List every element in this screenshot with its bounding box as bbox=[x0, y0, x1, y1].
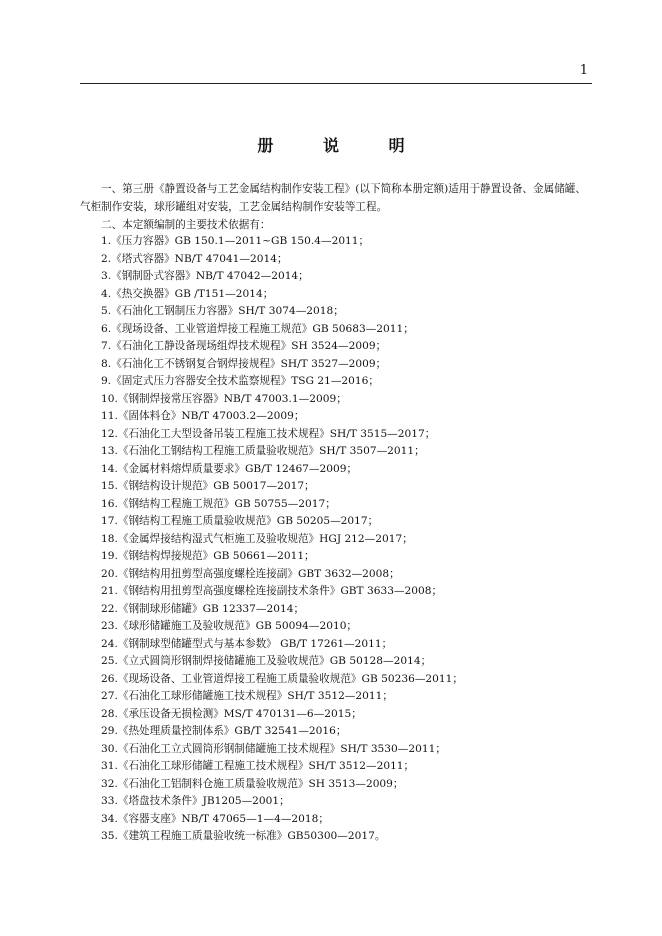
list-item: 32.《石油化工铝制料仓施工质量验收规范》SH 3513—2009； bbox=[101, 777, 404, 790]
list-item: 3.《钢制卧式容器》NB/T 47042—2014； bbox=[101, 270, 309, 282]
list-item: 6.《现场设备、工业管道焊接工程施工规范》GB 50683—2011； bbox=[101, 322, 414, 335]
list-item: 11.《固体料仓》NB/T 47003.2—2009； bbox=[101, 410, 305, 422]
list-item: 15.《钢结构设计规范》GB 50017—2017； bbox=[101, 480, 315, 492]
list-item: 12.《石油化工大型设备吊装工程施工技术规程》SH/T 3515—2017； bbox=[101, 427, 436, 440]
list-item: 35.《建筑工程施工质量验收统一标准》GB50300—2017。 bbox=[101, 830, 386, 842]
list-item: 7.《石油化工静设备现场组焊技术规程》SH 3524—2009； bbox=[101, 340, 387, 352]
list-item: 25.《立式圆筒形钢制焊接储罐施工及验收规范》GB 50128—2014； bbox=[101, 655, 432, 667]
list-item: 14.《金属材料熔焊质量要求》GB/T 12467—2009； bbox=[101, 462, 358, 475]
list-item: 24.《钢制球型储罐型式与基本参数》 GB/T 17261—2011； bbox=[101, 637, 393, 650]
list-item: 17.《钢结构工程施工质量验收规范》GB 50205—2017； bbox=[101, 515, 379, 527]
list-item: 9.《固定式压力容器安全技术监察规程》TSG 21—2016； bbox=[101, 375, 379, 387]
list-item: 5.《石油化工钢制压力容器》SH/T 3074—2018； bbox=[101, 305, 344, 317]
standards-list bbox=[101, 233, 596, 846]
page-title: 册 说 明 bbox=[257, 136, 427, 155]
list-item: 21.《钢结构用扭剪型高强度螺栓连接副技术条件》GBT 3633—2008； bbox=[101, 585, 443, 597]
list-item: 4.《热交换器》GB /T151—2014； bbox=[101, 287, 274, 300]
list-item: 18.《金属焊接结构湿式气柜施工及验收规范》HGJ 212—2017； bbox=[101, 532, 413, 545]
list-item: 19.《钢结构焊接规范》GB 50661—2011； bbox=[101, 550, 315, 562]
list-item: 20.《钢结构用扭剪型高强度螺栓连接副》GBT 3632—2008； bbox=[101, 567, 400, 580]
list-item: 23.《球形储罐施工及验收规范》GB 50094—2010； bbox=[101, 620, 358, 632]
page-number: 1 bbox=[579, 63, 588, 78]
list-item: 8.《石油化工不锈钢复合钢焊接规程》SH/T 3527—2009； bbox=[101, 357, 387, 370]
list-item: 34.《容器支座》NB/T 47065—1—4—2018； bbox=[101, 812, 329, 825]
list-item: 29.《热处理质量控制体系》GB/T 32541—2016； bbox=[101, 725, 347, 737]
intro-section bbox=[80, 180, 592, 234]
intro-paragraph-scope: 一、第三册《静置设备与工艺金属结构制作安装工程》(以下简称本册定额)适用于静置设备、金属储罐、气柜制作安装，球形罐组对安装，工艺金属结构制作安装等工程。 bbox=[80, 183, 586, 213]
list-item: 22.《钢制球形储罐》GB 12337—2014； bbox=[101, 602, 305, 615]
list-item: 33.《塔盘技术条件》JB1205—2001； bbox=[101, 795, 290, 807]
intro-paragraph-basis: 二、本定额编制的主要技术依据有： bbox=[101, 219, 271, 231]
list-item: 31.《石油化工球形储罐工程施工技术规程》SH/T 3512—2011； bbox=[101, 760, 415, 772]
list-item: 1.《压力容器》GB 150.1—2011~GB 150.4—2011； bbox=[101, 235, 370, 247]
list-item: 16.《钢结构工程施工规范》GB 50755—2017； bbox=[101, 497, 336, 510]
list-item: 10.《钢制焊接常压容器》NB/T 47003.1—2009； bbox=[101, 392, 347, 405]
list-item: 27.《石油化工球形储罐施工技术规程》SH/T 3512—2011； bbox=[101, 690, 393, 702]
list-item: 2.《塔式容器》NB/T 47041—2014； bbox=[101, 252, 288, 265]
header-divider bbox=[80, 83, 592, 84]
list-item: 30.《石油化工立式圆筒形钢制储罐施工技术规程》SH/T 3530—2011； bbox=[101, 742, 446, 755]
list-item: 28.《承压设备无损检测》MS/T 470131—6—2015； bbox=[101, 707, 362, 720]
list-item: 13.《石油化工钢结构工程施工质量验收规范》SH/T 3507—2011； bbox=[101, 445, 425, 457]
list-item: 26.《现场设备、工业管道焊接工程施工质量验收规范》GB 50236—2011； bbox=[101, 672, 463, 685]
